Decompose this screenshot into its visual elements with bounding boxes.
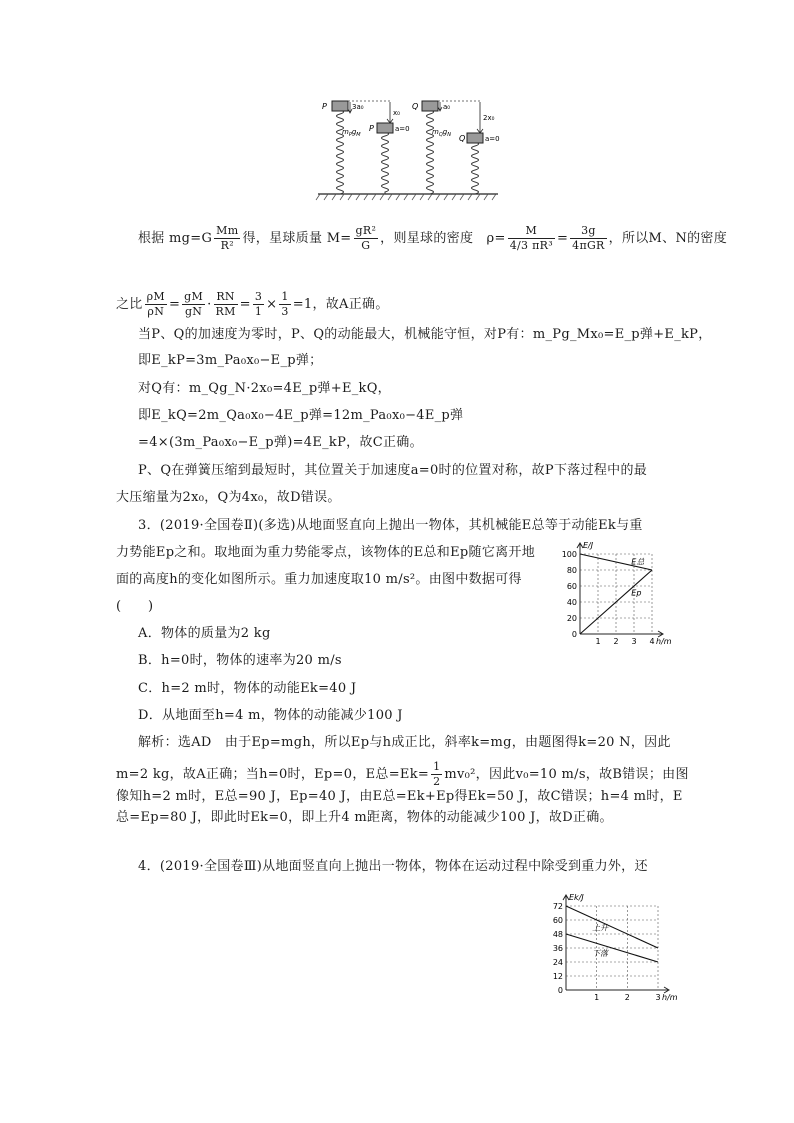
x-axis-label: h/m — [656, 637, 672, 646]
solution-3-line-3: 像知h=2 m时，E总=90 J，Ep=40 J，由E总=Ek+Ep得Ek=50 J，故C错误；h=4 m时，E — [116, 789, 683, 804]
label-p-top: P — [322, 102, 327, 111]
y-axis-label: E/J — [583, 541, 594, 550]
y-tick-label: 0 — [571, 630, 577, 639]
solution-line-4: 即E_kP=3m_Pa₀x₀−E_p弹； — [138, 353, 323, 368]
x-tick-label: 1 — [595, 637, 601, 646]
solution-line-9: 大压缩量为2x₀，Q为4x₀，故D错误。 — [116, 490, 341, 505]
option-d: D．从地面至h=4 m，物体的动能减少100 J — [138, 708, 403, 723]
label-p-weight: m — [342, 128, 349, 136]
y-tick-label: 36 — [552, 944, 563, 953]
label-p-lower-a: a=0 — [395, 125, 410, 133]
solution-line-6: 即E_kQ=2m_Qa₀x₀−4E_p弹=12m_Pa₀x₀−4E_p弹 — [138, 408, 464, 423]
block-q-top — [422, 101, 438, 111]
solution-3-line-1: 解析：选AD 由于Ep=mgh，所以Ep与h成正比，斜率k=mg，由题图得k=20 N，因此 — [138, 735, 671, 750]
x-tick-label: 3 — [631, 637, 637, 646]
series-label: 上升 — [592, 923, 609, 933]
y-axis-label: Ek/J — [569, 894, 584, 902]
solution-line-8: P、Q在弹簧压缩到最短时，其位置关于加速度a=0时的位置对称，故P下落过程中的最 — [138, 463, 648, 478]
y-tick-label: 20 — [566, 614, 577, 623]
y-tick-label: 48 — [552, 930, 563, 939]
label-q-disp: 2x₀ — [483, 114, 495, 122]
question-3-line-1: 3．(2019·全国卷Ⅱ)(多选)从地面竖直向上抛出一物体，其机械能E总等于动能Ek与重 — [138, 518, 643, 533]
svg-text:mPgM: $m_Pg_M$ — [342, 128, 361, 138]
label-q-weight: m — [432, 128, 439, 136]
question-3-line-2: 力势能Ep之和。取地面为重力势能零点，该物体的E总和Ep随它离开地 — [116, 545, 536, 560]
spring-p-top — [337, 110, 344, 194]
y-tick-label: 0 — [557, 986, 563, 995]
x-axis-label: h/m — [662, 993, 678, 1002]
block-q-lower — [467, 133, 483, 143]
y-tick-label: 12 — [552, 972, 563, 981]
solution-line-7: =4×(3m_Pa₀x₀−E_p弹)=4E_kP，故C正确。 — [138, 435, 423, 450]
label-p-disp: x₀ — [393, 109, 400, 117]
y-tick-label: 60 — [566, 582, 577, 591]
x-tick-label: 2 — [613, 637, 619, 646]
label-q-top: Q — [412, 102, 419, 111]
question-4-line-1: 4．(2019·全国卷Ⅲ)从地面竖直向上抛出一物体，物体在运动过程中除受到重力外，还 — [138, 859, 648, 874]
springs-figure — [310, 96, 510, 202]
block-p-top — [332, 101, 348, 111]
y-tick-label: 40 — [566, 598, 577, 607]
solution-3-line-4: 总=Ep=80 J，即此时Ek=0，即上升4 m距离，物体的动能减少100 J，故D正确。 — [116, 810, 613, 825]
option-c: C．h=2 m时，物体的动能Ek=40 J — [138, 681, 357, 696]
solution-line-1: 根据 mg=G $\frac{Mm}{\text{R²}}$ 得，星球质量 M= $\frac{\text{gR²}}{G}$ ，则星球的密度 ρ= $\frac{M}{\text{4/3 πR³}}$ = $\frac{3g}{\text{4πGR}}$ ，所以M、N的密度 — [138, 224, 728, 252]
x-tick-label: 3 — [655, 993, 661, 1002]
series-line — [566, 906, 658, 948]
block-p-lower — [377, 123, 393, 133]
x-tick-label: 1 — [594, 993, 600, 1002]
solution-line-2: 之比 $\frac{\rho M}{\rho N}$ = $\frac{gM}{gN}$ · $\frac{RN}{RM}$ = $\frac{3}{1}$ × $\frac{1}{3}$ =1，故A正确。 — [116, 290, 389, 318]
label-q-accel: a₀ — [443, 103, 451, 111]
series-label: 下落 — [592, 949, 609, 959]
label-q-lower: Q — [459, 134, 466, 143]
y-tick-label: 24 — [552, 958, 563, 967]
x-tick-label: 4 — [649, 637, 655, 646]
svg-text:mQgN: $m_Qg_N$ — [432, 128, 451, 138]
spring-q-top — [427, 110, 434, 194]
y-tick-label: 60 — [552, 916, 563, 925]
option-b: B．h=0时，物体的速率为20 m/s — [138, 653, 342, 668]
series-label: Ep — [631, 588, 642, 598]
series-label: E总 — [631, 557, 645, 567]
question-3-line-3: 面的高度h的变化如图所示。重力加速度取10 m/s²。由图中数据可得 — [116, 572, 522, 587]
solution-line-3: 当P、Q的加速度为零时，P、Q的动能最大，机械能守恒，对P有：m_Pg_Mx₀=E_p弹+E_kP， — [138, 327, 712, 342]
label-q-lower-a: a=0 — [485, 135, 500, 143]
chart-kinetic-energy-vs-height — [540, 894, 680, 1004]
x-tick-label: 2 — [624, 993, 630, 1002]
solution-3-line-2: m=2 kg，故A正确；当h=0时，Ep=0，E总=Ek= $\frac{1}{2}$ mv₀²，因此v₀=10 m/s，故B错误；由图 — [116, 760, 689, 788]
label-p-accel: 3a₀ — [352, 103, 364, 111]
solution-line-5: 对Q有：m_Qg_N·2x₀=4E_p弹+E_kQ， — [138, 381, 391, 396]
spring-q-lower — [472, 142, 479, 194]
chart-energy-vs-height — [558, 540, 686, 646]
spring-p-lower — [382, 132, 389, 194]
option-a: A．物体的质量为2 kg — [138, 626, 271, 641]
y-tick-label: 80 — [566, 566, 577, 575]
label-p-lower: P — [369, 124, 374, 133]
y-tick-label: 100 — [561, 550, 577, 559]
y-tick-label: 72 — [552, 902, 563, 911]
question-3-line-4: ( ) — [116, 599, 154, 614]
